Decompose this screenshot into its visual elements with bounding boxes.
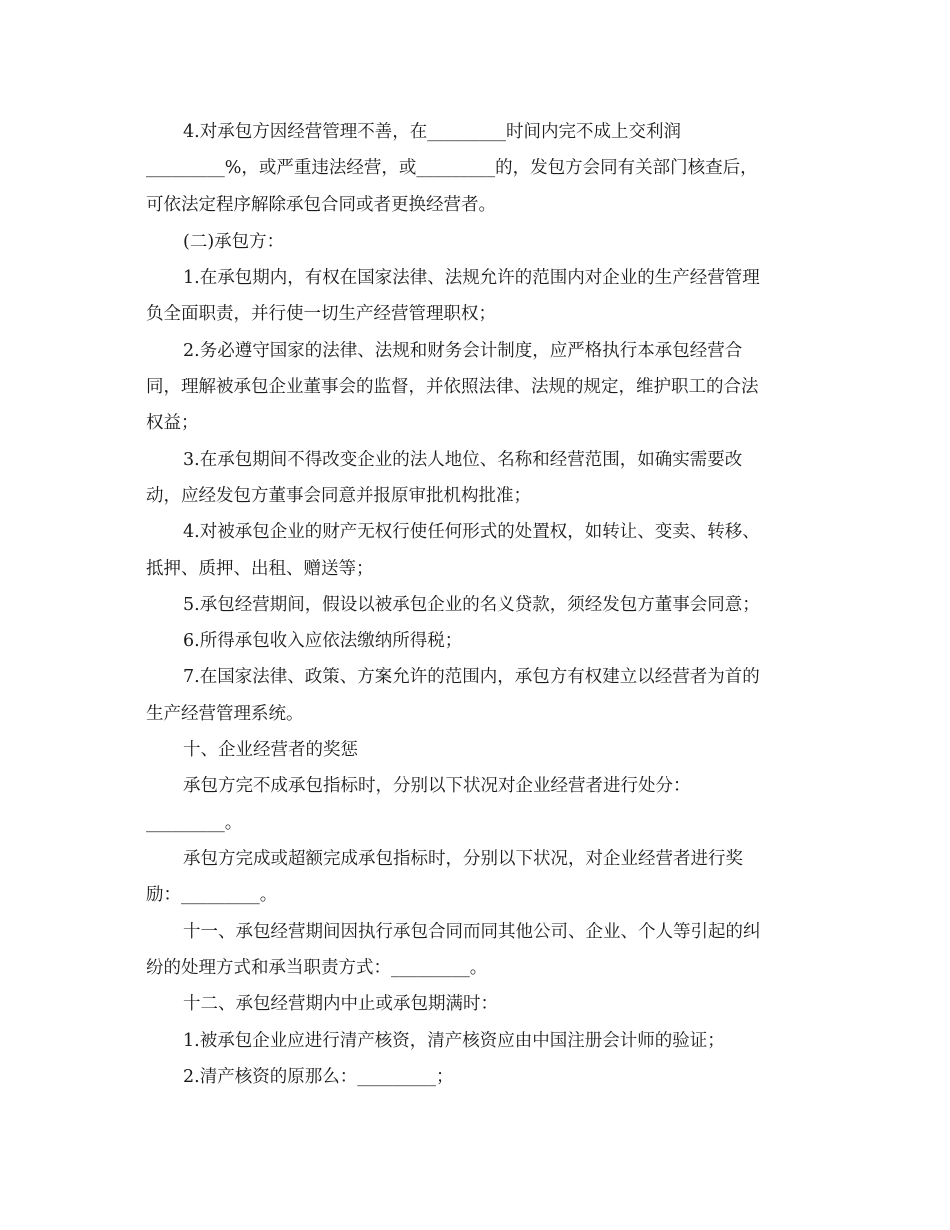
paragraph-line: 动，应经发包方董事会同意并报原审批机构批准； [146,486,531,506]
paragraph-line: 承包方完成或超额完成承包指标时，分别以下状况，对企业经营者进行奖 [183,849,743,869]
paragraph-line: 2.务必遵守国家的法律、法规和财务会计制度，应严格执行本承包经营合 [183,341,743,361]
paragraph-line: 3.在承包期间不得改变企业的法人地位、名称和经营范围，如确实需要改 [183,450,743,470]
paragraph-line: 权益； [146,413,199,433]
paragraph-line: 同，理解被承包企业董事会的监督，并依照法律、法规的规定，维护职工的合法 [146,377,759,397]
paragraph-line: 负全面职责，并行使一切生产经营管理职权； [146,304,496,324]
paragraph-line: 励：_________。 [146,885,278,905]
paragraph-line: 7.在国家法律、政策、方案允许的范围内，承包方有权建立以经营者为首的 [183,667,760,687]
section-heading: 十一、承包经营期间因执行承包合同而同其他公司、企业、个人等引起的纠 [183,922,761,942]
section-heading: (二)承包方： [183,232,285,252]
paragraph-line: 可依法定程序解除承包合同或者更换经营者。 [146,195,496,215]
paragraph-line: 承包方完不成承包指标时，分别以下状况对企业经营者进行处分： [183,776,691,796]
paragraph-line: 1.在承包期内，有权在国家法律、法规允许的范围内对企业的生产经营管理 [183,268,760,288]
paragraph-line: 生产经营管理系统。 [146,704,304,724]
section-heading: 十、企业经营者的奖惩 [183,740,358,760]
paragraph-line: 6.所得承包收入应依法缴纳所得税； [183,631,463,651]
paragraph-line: 抵押、质押、出租、赠送等； [146,559,374,579]
paragraph-line: 4.对承包方因经营管理不善，在_________时间内完不成上交利润 [183,122,681,142]
section-heading: 十二、承包经营期内中止或承包期满时： [183,994,498,1014]
paragraph-line: _________。 [146,813,243,833]
paragraph-line: 2.清产核资的原那么：_________； [183,1067,454,1087]
paragraph-line: _________%，或严重违法经营，或_________的，发包方会同有关部门核查后， [146,158,758,178]
paragraph-line: 纷的处理方式和承当职责方式：_________。 [146,958,488,978]
paragraph-line: 5.承包经营期间，假设以被承包企业的名义贷款，须经发包方董事会同意； [183,595,760,615]
paragraph-line: 4.对被承包企业的财产无权行使任何形式的处置权，如转让、变卖、转移、 [183,522,760,542]
paragraph-line: 1.被承包企业应进行清产核资，清产核资应由中国注册会计师的验证； [183,1031,725,1051]
